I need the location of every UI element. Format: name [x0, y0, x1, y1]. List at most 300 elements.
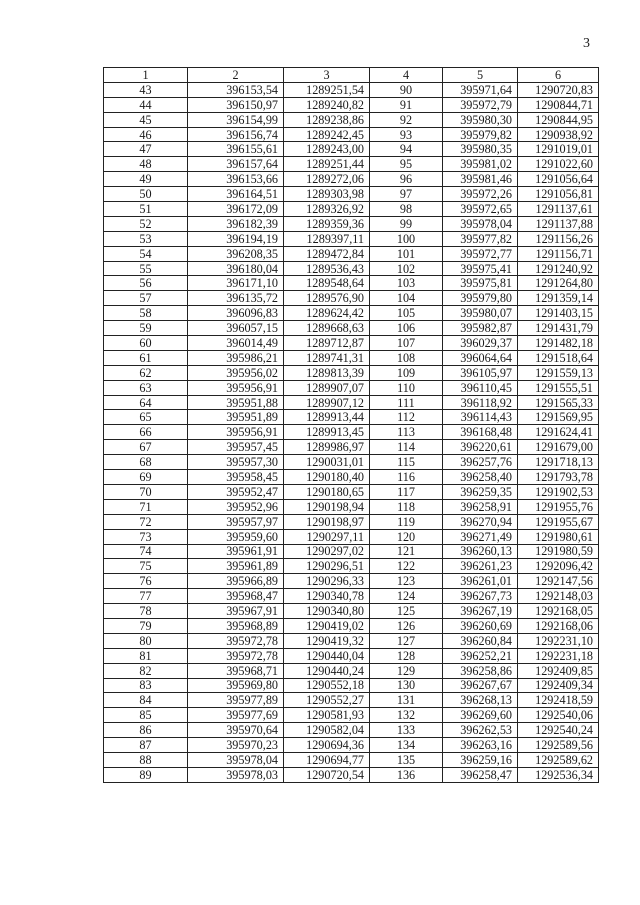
table-cell: 395978,04: [188, 752, 284, 767]
table-cell: 1289548,64: [284, 276, 370, 291]
table-cell: 396260,84: [443, 633, 518, 648]
table-cell: 53: [104, 231, 188, 246]
table-row: [104, 112, 599, 127]
table-cell: 105: [370, 306, 443, 321]
table-cell: 395957,45: [188, 440, 284, 455]
table-cell: 1290198,94: [284, 499, 370, 514]
table-cell: 1290297,02: [284, 544, 370, 559]
table-cell: 69: [104, 470, 188, 485]
table-cell: 115: [370, 455, 443, 470]
table-cell: 1290720,83: [518, 82, 599, 97]
table-cell: 1291518,64: [518, 350, 599, 365]
table-cell: 395967,91: [188, 604, 284, 619]
table-cell: 396260,69: [443, 618, 518, 633]
table-cell: 395952,47: [188, 484, 284, 499]
table-cell: 64: [104, 395, 188, 410]
table-cell: 110: [370, 380, 443, 395]
table-row: [104, 633, 599, 648]
table-row: [104, 708, 599, 723]
table-cell: 395981,02: [443, 157, 518, 172]
table-cell: 396156,74: [188, 127, 284, 142]
table-cell: 1292231,10: [518, 633, 599, 648]
table-cell: 395966,89: [188, 574, 284, 589]
table-cell: 136: [370, 767, 443, 782]
table-cell: 1289712,87: [284, 336, 370, 351]
table-cell: 396258,91: [443, 499, 518, 514]
table-cell: 1289986,97: [284, 440, 370, 455]
table-cell: 74: [104, 544, 188, 559]
table-cell: 395972,65: [443, 202, 518, 217]
table-cell: 395981,46: [443, 172, 518, 187]
table-cell: 396271,49: [443, 529, 518, 544]
table-cell: 1291569,95: [518, 410, 599, 425]
table-cell: 57: [104, 291, 188, 306]
table-cell: 396114,43: [443, 410, 518, 425]
table-cell: 395980,07: [443, 306, 518, 321]
table-cell: 395970,23: [188, 738, 284, 753]
header-cell: 1: [104, 68, 188, 83]
table-cell: 396171,10: [188, 276, 284, 291]
table-cell: 1291240,92: [518, 261, 599, 276]
table-cell: 1290340,80: [284, 604, 370, 619]
table-cell: 90: [370, 82, 443, 97]
table-cell: 396269,60: [443, 708, 518, 723]
table-cell: 117: [370, 484, 443, 499]
table-row: [104, 231, 599, 246]
table-cell: 395980,35: [443, 142, 518, 157]
table-row: [104, 678, 599, 693]
table-cell: 396096,83: [188, 306, 284, 321]
table-row: [104, 216, 599, 231]
table-cell: 396258,47: [443, 767, 518, 782]
table-cell: 395975,81: [443, 276, 518, 291]
table-cell: 1289242,45: [284, 127, 370, 142]
header-cell: 4: [370, 68, 443, 83]
table-cell: 1289238,86: [284, 112, 370, 127]
table-row: [104, 157, 599, 172]
table-cell: 89: [104, 767, 188, 782]
table-cell: 109: [370, 365, 443, 380]
table-cell: 395961,91: [188, 544, 284, 559]
table-cell: 103: [370, 276, 443, 291]
table-cell: 1289303,98: [284, 187, 370, 202]
table-cell: 395968,47: [188, 589, 284, 604]
table-cell: 1289907,12: [284, 395, 370, 410]
table-row: [104, 618, 599, 633]
table-cell: 396014,49: [188, 336, 284, 351]
table-cell: 106: [370, 321, 443, 336]
table-cell: 73: [104, 529, 188, 544]
table-cell: 65: [104, 410, 188, 425]
table-cell: 114: [370, 440, 443, 455]
header-cell: 3: [284, 68, 370, 83]
table-cell: 1290582,04: [284, 723, 370, 738]
table-cell: 396267,19: [443, 604, 518, 619]
table-cell: 1291359,14: [518, 291, 599, 306]
table-cell: 52: [104, 216, 188, 231]
table-cell: 1292418,59: [518, 693, 599, 708]
table-cell: 1292096,42: [518, 559, 599, 574]
table-cell: 1291156,26: [518, 231, 599, 246]
table-row: [104, 604, 599, 619]
table-cell: 395977,82: [443, 231, 518, 246]
table-cell: 395970,64: [188, 723, 284, 738]
table-cell: 1289272,06: [284, 172, 370, 187]
table-cell: 1292168,06: [518, 618, 599, 633]
table-row: [104, 663, 599, 678]
table-row: [104, 470, 599, 485]
table-cell: 396172,09: [188, 202, 284, 217]
table-cell: 395956,91: [188, 425, 284, 440]
table-cell: 1290694,36: [284, 738, 370, 753]
table-cell: 1290694,77: [284, 752, 370, 767]
table-cell: 124: [370, 589, 443, 604]
table-cell: 396182,39: [188, 216, 284, 231]
table-cell: 1292147,56: [518, 574, 599, 589]
table-cell: 396153,54: [188, 82, 284, 97]
table-cell: 67: [104, 440, 188, 455]
table-cell: 122: [370, 559, 443, 574]
table-cell: 396105,97: [443, 365, 518, 380]
table-cell: 1289326,92: [284, 202, 370, 217]
table-cell: 1291955,76: [518, 499, 599, 514]
table-cell: 395972,26: [443, 187, 518, 202]
table-cell: 396261,23: [443, 559, 518, 574]
table-row: [104, 82, 599, 97]
table-row: [104, 455, 599, 470]
table-cell: 112: [370, 410, 443, 425]
table-cell: 395986,21: [188, 350, 284, 365]
table-row: [104, 97, 599, 112]
table-row: [104, 276, 599, 291]
table-cell: 58: [104, 306, 188, 321]
table-cell: 1290419,02: [284, 618, 370, 633]
table-cell: 395951,89: [188, 410, 284, 425]
table-cell: 96: [370, 172, 443, 187]
table-cell: 135: [370, 752, 443, 767]
table-cell: 396270,94: [443, 514, 518, 529]
table-cell: 88: [104, 752, 188, 767]
table-cell: 1290340,78: [284, 589, 370, 604]
table-cell: 1291403,15: [518, 306, 599, 321]
header-cell: 2: [188, 68, 284, 83]
table-row: [104, 142, 599, 157]
table-cell: 395969,80: [188, 678, 284, 693]
table-cell: 395977,89: [188, 693, 284, 708]
table-cell: 395979,82: [443, 127, 518, 142]
table-cell: 1290198,97: [284, 514, 370, 529]
table-cell: 76: [104, 574, 188, 589]
table-cell: 78: [104, 604, 188, 619]
table-row: [104, 187, 599, 202]
table-cell: 395956,91: [188, 380, 284, 395]
table-cell: 108: [370, 350, 443, 365]
table-cell: 1292589,62: [518, 752, 599, 767]
table-cell: 396064,64: [443, 350, 518, 365]
table-cell: 395957,97: [188, 514, 284, 529]
table-cell: 395972,77: [443, 246, 518, 261]
table-cell: 72: [104, 514, 188, 529]
table-cell: 1291056,81: [518, 187, 599, 202]
table-cell: 120: [370, 529, 443, 544]
table-cell: 396157,64: [188, 157, 284, 172]
table-cell: 396267,73: [443, 589, 518, 604]
table-cell: 77: [104, 589, 188, 604]
table-cell: 50: [104, 187, 188, 202]
table-cell: 92: [370, 112, 443, 127]
table-cell: 126: [370, 618, 443, 633]
table-cell: 395971,64: [443, 82, 518, 97]
table-cell: 1290552,27: [284, 693, 370, 708]
table-row: [104, 321, 599, 336]
table-cell: 1291793,78: [518, 470, 599, 485]
table-cell: 75: [104, 559, 188, 574]
page-number: 3: [583, 36, 590, 51]
table-cell: 396259,16: [443, 752, 518, 767]
table-cell: 396267,67: [443, 678, 518, 693]
table-cell: 1292231,18: [518, 648, 599, 663]
table-cell: 1289240,82: [284, 97, 370, 112]
table-cell: 1290180,40: [284, 470, 370, 485]
table-cell: 1290440,04: [284, 648, 370, 663]
table-cell: 1289251,54: [284, 82, 370, 97]
table-cell: 130: [370, 678, 443, 693]
table-cell: 396194,19: [188, 231, 284, 246]
table-cell: 97: [370, 187, 443, 202]
table-cell: 1289576,90: [284, 291, 370, 306]
table-cell: 396153,66: [188, 172, 284, 187]
table-cell: 1289472,84: [284, 246, 370, 261]
table-cell: 1289624,42: [284, 306, 370, 321]
table-cell: 1292589,56: [518, 738, 599, 753]
table-cell: 1291137,88: [518, 216, 599, 231]
table-row: [104, 291, 599, 306]
table-row: [104, 514, 599, 529]
table-cell: 55: [104, 261, 188, 276]
table-cell: 395977,69: [188, 708, 284, 723]
table-cell: 101: [370, 246, 443, 261]
table-cell: 116: [370, 470, 443, 485]
table-cell: 396135,72: [188, 291, 284, 306]
table-cell: 1290419,32: [284, 633, 370, 648]
table-cell: 395975,41: [443, 261, 518, 276]
table-cell: 1292540,24: [518, 723, 599, 738]
table-row: [104, 484, 599, 499]
table-cell: 1289813,39: [284, 365, 370, 380]
table-cell: 62: [104, 365, 188, 380]
table-cell: 121: [370, 544, 443, 559]
table-cell: 395980,30: [443, 112, 518, 127]
table-cell: 396259,35: [443, 484, 518, 499]
table-cell: 82: [104, 663, 188, 678]
table-cell: 1289397,11: [284, 231, 370, 246]
table-cell: 1291559,13: [518, 365, 599, 380]
table-cell: 51: [104, 202, 188, 217]
table-cell: 395958,45: [188, 470, 284, 485]
table-cell: 1291022,60: [518, 157, 599, 172]
table-cell: 1290297,11: [284, 529, 370, 544]
table-cell: 1291056,64: [518, 172, 599, 187]
table-cell: 396150,97: [188, 97, 284, 112]
table-cell: 84: [104, 693, 188, 708]
table-cell: 102: [370, 261, 443, 276]
table-row: [104, 752, 599, 767]
table-cell: 1291955,67: [518, 514, 599, 529]
table-cell: 1291679,00: [518, 440, 599, 455]
table-cell: 1291137,61: [518, 202, 599, 217]
table-row: [104, 365, 599, 380]
table-cell: 396057,15: [188, 321, 284, 336]
table-cell: 396208,35: [188, 246, 284, 261]
table-cell: 395972,78: [188, 648, 284, 663]
table-cell: 396180,04: [188, 261, 284, 276]
table-row: [104, 767, 599, 782]
table-row: [104, 202, 599, 217]
table-cell: 395978,03: [188, 767, 284, 782]
table-row: [104, 380, 599, 395]
table-cell: 1292409,34: [518, 678, 599, 693]
table-row: [104, 172, 599, 187]
table-cell: 83: [104, 678, 188, 693]
table-cell: 79: [104, 618, 188, 633]
table-cell: 93: [370, 127, 443, 142]
table-cell: 1289668,63: [284, 321, 370, 336]
table-cell: 49: [104, 172, 188, 187]
table-row: [104, 425, 599, 440]
table-cell: 1290440,24: [284, 663, 370, 678]
table-cell: 132: [370, 708, 443, 723]
table-cell: 396168,48: [443, 425, 518, 440]
table-cell: 118: [370, 499, 443, 514]
table-cell: 70: [104, 484, 188, 499]
table-cell: 395951,88: [188, 395, 284, 410]
table-cell: 111: [370, 395, 443, 410]
coordinates-table: [103, 67, 599, 783]
table-cell: 1291019,01: [518, 142, 599, 157]
table-row: [104, 350, 599, 365]
table-cell: 1291565,33: [518, 395, 599, 410]
header-cell: 6: [518, 68, 599, 83]
table-cell: 396118,92: [443, 395, 518, 410]
table-cell: 1290844,71: [518, 97, 599, 112]
table-cell: 1289536,43: [284, 261, 370, 276]
table-cell: 1290031,01: [284, 455, 370, 470]
table-cell: 59: [104, 321, 188, 336]
table-cell: 1292536,34: [518, 767, 599, 782]
table-cell: 395968,71: [188, 663, 284, 678]
table-cell: 119: [370, 514, 443, 529]
table-row: [104, 648, 599, 663]
table-cell: 1290552,18: [284, 678, 370, 693]
table-cell: 81: [104, 648, 188, 663]
table-cell: 1291431,79: [518, 321, 599, 336]
table-cell: 396268,13: [443, 693, 518, 708]
table-cell: 63: [104, 380, 188, 395]
table-cell: 395979,80: [443, 291, 518, 306]
table-cell: 396029,37: [443, 336, 518, 351]
table-header-row: [104, 68, 599, 83]
table-cell: 43: [104, 82, 188, 97]
table-cell: 396260,13: [443, 544, 518, 559]
table-cell: 1290296,33: [284, 574, 370, 589]
table-row: [104, 410, 599, 425]
table-cell: 94: [370, 142, 443, 157]
table-cell: 1289243,00: [284, 142, 370, 157]
table-cell: 395957,30: [188, 455, 284, 470]
table-row: [104, 529, 599, 544]
table-row: [104, 127, 599, 142]
table-cell: 396164,51: [188, 187, 284, 202]
table-cell: 48: [104, 157, 188, 172]
table-cell: 54: [104, 246, 188, 261]
table-cell: 127: [370, 633, 443, 648]
table-row: [104, 246, 599, 261]
table-cell: 87: [104, 738, 188, 753]
table-cell: 1290720,54: [284, 767, 370, 782]
table-row: [104, 723, 599, 738]
table-row: [104, 693, 599, 708]
table-cell: 1291624,41: [518, 425, 599, 440]
table-cell: 128: [370, 648, 443, 663]
table-cell: 1289913,44: [284, 410, 370, 425]
table-cell: 1291980,61: [518, 529, 599, 544]
table-cell: 1290938,92: [518, 127, 599, 142]
table-row: [104, 589, 599, 604]
table-cell: 396155,61: [188, 142, 284, 157]
table-cell: 44: [104, 97, 188, 112]
table-cell: 1292168,05: [518, 604, 599, 619]
table-cell: 396258,40: [443, 470, 518, 485]
table-row: [104, 499, 599, 514]
table-cell: 1291555,51: [518, 380, 599, 395]
table-cell: 1289913,45: [284, 425, 370, 440]
table-cell: 1291264,80: [518, 276, 599, 291]
table-cell: 395968,89: [188, 618, 284, 633]
table-cell: 85: [104, 708, 188, 723]
table-cell: 100: [370, 231, 443, 246]
table-cell: 1289359,36: [284, 216, 370, 231]
table-cell: 395972,79: [443, 97, 518, 112]
table-cell: 47: [104, 142, 188, 157]
table-cell: 133: [370, 723, 443, 738]
table-row: [104, 738, 599, 753]
table-cell: 396154,99: [188, 112, 284, 127]
table-cell: 396258,86: [443, 663, 518, 678]
table-cell: 1292409,85: [518, 663, 599, 678]
table-cell: 129: [370, 663, 443, 678]
table-cell: 395959,60: [188, 529, 284, 544]
table-cell: 95: [370, 157, 443, 172]
header-cell: 5: [443, 68, 518, 83]
table-cell: 1290581,93: [284, 708, 370, 723]
table-cell: 396220,61: [443, 440, 518, 455]
table-cell: 68: [104, 455, 188, 470]
table-row: [104, 559, 599, 574]
table-cell: 1292540,06: [518, 708, 599, 723]
table-cell: 104: [370, 291, 443, 306]
table-cell: 131: [370, 693, 443, 708]
table-cell: 395956,02: [188, 365, 284, 380]
table-cell: 107: [370, 336, 443, 351]
table-body: [104, 68, 599, 783]
table-cell: 396263,16: [443, 738, 518, 753]
table-row: [104, 544, 599, 559]
table-cell: 46: [104, 127, 188, 142]
table-cell: 395978,04: [443, 216, 518, 231]
table-cell: 1292148,03: [518, 589, 599, 604]
table-row: [104, 336, 599, 351]
table-cell: 123: [370, 574, 443, 589]
